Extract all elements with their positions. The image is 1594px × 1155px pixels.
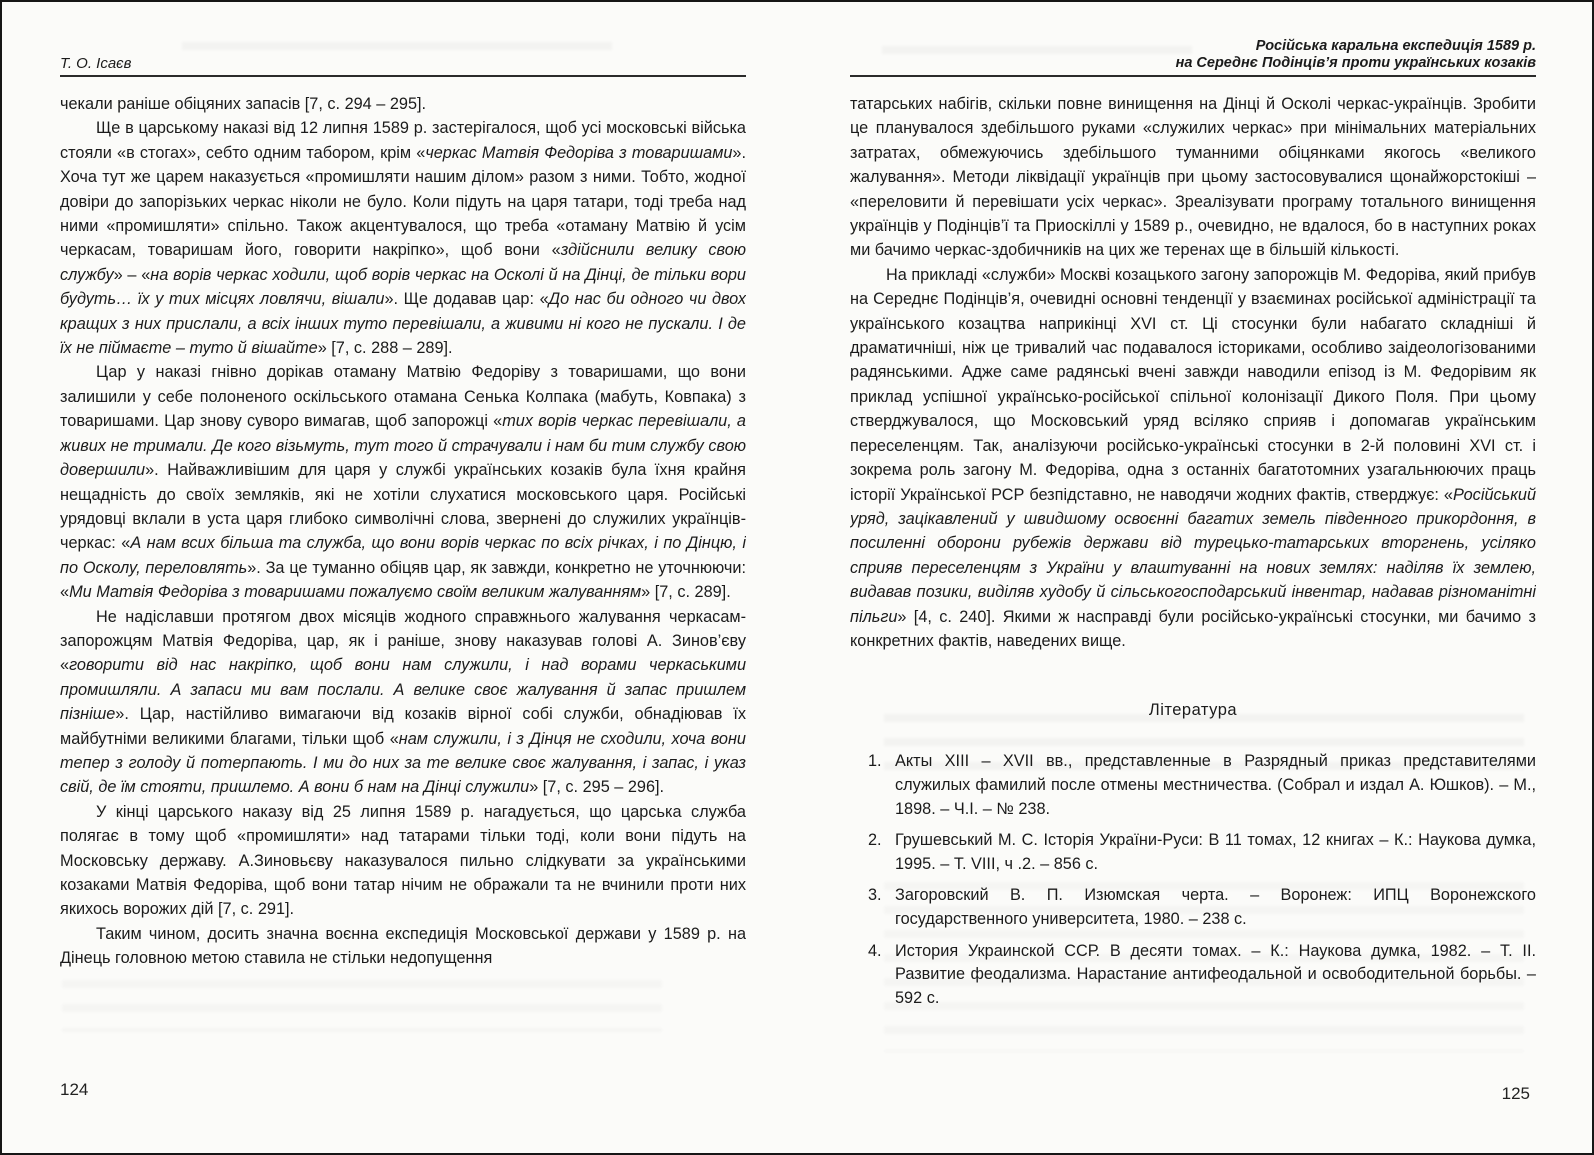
body-text: Не надіславши протягом двох місяців жодного справжнього жалування черкасам-запорожцям Матвія Федоріва, цар, як і раніше, знову наказував голові А. Зинов’єву « <box>60 607 746 675</box>
reference-item <box>868 750 1536 821</box>
paragraph <box>60 92 746 116</box>
literature-heading: Література <box>1148 701 1238 720</box>
body-text: На прикладі «служби» Москві козацького загону запорожців М. Федоріва, який прибув на Середнє Подінців’я, очевидні основні тенденції у взаєминах російської адміністрації та українського козацтва наприкінці XVI ст. Ці стосунки були набагато складніші й драматичніші, ніж це тривалий час подавалося істориками, особливо заідеологізованими радянськими. Адже саме радянські вчені завжди наводили епізод із М. Федорівим як приклад успішної українсько-російської спільної колонізації Дикого Поля. При цьому стверджувалося, що Московський уряд всіляко сприяв і допомагав українським переселенцям. Так, аналізуючи російсько-українські стосунки в 2-й половині XVI ст. і зокрема роль загону М. Федоріва, одна з останніх багатотомних узагальнюючих праць історії Української РСР безпідставно, не наводячи жодних фактів, стверджує: « <box>850 265 1536 504</box>
running-head-right <box>850 38 1536 77</box>
reference-item <box>868 884 1536 931</box>
body-text: Ще в царському наказі від 12 липня 1589 р. застерігалося, щоб усі московські війська стояли «в стогах», себто одним табором, крім « <box>60 119 746 162</box>
paragraph <box>60 116 746 360</box>
body-text: ». Цар, настійливо вимагаючи від козаків вірної собі служби, обнадіював їх майбутніми великими благами, тільки щоб « <box>60 705 746 748</box>
quoted-text: Російський уряд, зацікавлений у швидшому освоєнні багатих земель південного прикордоння, в посиленні оборони рубежів держави від турецько-татарських вторгнень, усіляко сприяв переселенцям з України у влаштуванні на нових землях: наділяв їх землею, видавав позики, виділяв худобу й сільськогосподарський інвентар, надавав різноманітні пільги <box>850 485 1536 626</box>
body-text: ». Найважливішим для царя у службі українських козаків була їхня крайня нещадність до своїх земляків, які не хотіли слухатися московського царя. Російські урядовці вклали в уста царя глибоко символічні слова, звернені до служилих українців-черкас: « <box>60 461 746 553</box>
body-text: ». Хоча тут же царем наказується «промишляти нашим ділом» разом з ними. Тобто, жодної довіри до запорізьких черкас ніколи не було. Коли підуть на царя татари, тоді треба над ними «промишляти» спільно. Також акцентувалося, що треба «отаману Матвію й усім черкасам, товаришам його, говорити накріпко», щоб вони « <box>60 143 746 260</box>
reference-text: История Украинской ССР. В десяти томах. – К.: Наукова думка, 1982. – Т. ІІ. Развитие феодализма. Нарастание антифеодальной и освободительной борьбы. – 592 с. <box>895 941 1536 1007</box>
quoted-text: Ми Матвія Федоріва з товаришами пожалуємо своїм великим жалуванням <box>69 583 642 602</box>
page-left <box>60 38 746 1068</box>
quoted-text: тих ворів черкас перевішали, а живих не тримали. Де кого візьмуть, тут того й страчували і нам би тим службу свою довершили <box>60 412 746 480</box>
quoted-text: на ворів черкас ходили, щоб ворів черкас на Осколі й на Дінці, де тільки вори будуть… їх у тих місцях ловлячи, вішали <box>60 265 746 309</box>
body-text: » [7, с. 295 – 296]. <box>529 778 665 797</box>
quoted-text: нам служили, і з Дінця не сходили, хоча вони тепер з голоду й потерпають. І ми до них за те велике своє жалування, і запас, і указ свій, де їм стояти, пришлемо. А вони б нам на Дінці служили <box>60 729 746 797</box>
paragraph <box>60 922 746 971</box>
page-body-right <box>850 92 1536 653</box>
quoted-text: черкас Матвія Федоріва з товаришами <box>425 143 733 162</box>
quoted-text: здійснили велику свою службу <box>60 241 746 284</box>
reference-text: Грушевський М. С. Історія України-Руси: В 11 томах, 12 книгах – К.: Наукова думка, 1995. – Т. VIII, ч .2. – 856 с. <box>895 831 1536 873</box>
quoted-text: говорити від нас накріпко, щоб вони нам служили, і над ворами черкаськими промишляли. А запаси ми вам послали. А велике своє жалування й запас пришлем пізніше <box>60 656 746 724</box>
quoted-text: До нас би одного чи двох кращих з них прислали, а всіх інших туто перевішали, а живими ні кого не пускали. І де їх не піймаєте – туто й вішайте <box>60 290 746 358</box>
paragraph <box>60 800 746 922</box>
running-head-title-line1: Російська каральна експедиція 1589 р. <box>1255 38 1536 54</box>
body-text: татарських набігів, скільки повне винищення на Дінці й Осколі черкас-українців. Зробити це планувалося здебільшого руками «служилих черкас» при мінімальних матеріальних затратах, обмежуючись здебільшого туманними обіцянками якогось «великого жалування». Методи ліквідації українців при цьому застосовувалися щонайжорстокіші – «переловити й перевішати усіх черкас». Зреалізувати програму тотального винищення українців у Подінців’ї та Приоскіллі у 1589 р., очевидно, не вдалося, бо в наступних роках ми бачимо черкас-здобичників на цих же теренах ще в більшій кількості. <box>850 95 1536 260</box>
reference-number: 1. <box>868 752 882 771</box>
reference-list <box>850 750 1536 1010</box>
reference-item <box>868 829 1536 876</box>
paragraph <box>850 263 1536 654</box>
running-head-author: Т. О. Ісаєв <box>60 55 132 72</box>
body-text: » [7, с. 288 – 289]. <box>317 339 453 358</box>
reference-text: Акты XIII – XVII вв., представленные в Разрядный приказ представителями служилых фамилий после отмены местничества. (Собрал и издал А. Юшков). – М., 1898. – Ч.І. – № 238. <box>895 752 1536 818</box>
reference-text: Загоровский В. П. Изюмская черта. – Воронеж: ИПЦ Воронежского государственного университета, 1980. – 238 с. <box>895 886 1536 928</box>
reference-number: 2. <box>868 831 882 850</box>
body-text: чекали раніше обіцяних запасів [7, с. 294 – 295]. <box>60 95 427 113</box>
page-right <box>850 38 1536 1068</box>
running-head-title-line2: на Середнє Подінців’я проти українських козаків <box>1175 55 1536 71</box>
reference-number: 4. <box>868 941 882 960</box>
body-text: » [7, с. 289]. <box>641 583 731 602</box>
body-text: ». Ще додавав цар: « <box>384 290 549 309</box>
body-text: ». За це туманно обіцяв цар, як завжди, конкретно не уточнюючи: « <box>60 558 746 602</box>
quoted-text: А нам всих більша та служба, що вони ворів черкас по всіх річках, і по Дінцю, і по Осколу, переловлять <box>60 534 746 577</box>
page-number-left: 124 <box>60 1080 89 1099</box>
page-spread <box>2 2 1592 1068</box>
body-text: Таким чином, досить значна воєнна експедиція Московської держави у 1589 р. на Дінець головною метою ставила не стільки недопущення <box>60 924 746 968</box>
paragraph <box>850 92 1536 263</box>
running-head-title <box>1176 38 1536 72</box>
body-text: » – « <box>113 265 151 284</box>
paragraph <box>60 605 746 800</box>
paragraph <box>60 360 746 604</box>
body-text: У кінці царського наказу від 25 липня 1589 р. нагадується, що царська служба полягає в тому щоб «промишляти» над татарами тільки тоді, коли вони підуть на Московську державу. А.Зиновьєву наказувалося пильно слідкувати за українськими козаками Матвія Федоріва, щоб вони татар нічим не ображали та не вчинили проти них якихось ворожих дій [7, с. 291]. <box>60 802 746 919</box>
reference-item <box>868 940 1536 1011</box>
running-head-left <box>60 38 746 77</box>
body-text: » [4, с. 240]. Якими ж насправді були російсько-українські стосунки, ми бачимо з конкретних фактів, наведених вище. <box>850 607 1536 650</box>
body-text: Цар у наказі гнівно дорікав отаману Матвію Федоріву з товаришами, що вони залишили у себе полоненого оскільського отамана Сенька Колпака (мабуть, Ковпака) з товаришами. Цар знову суворо вимагав, щоб запорожці « <box>60 363 746 431</box>
reference-number: 3. <box>868 886 882 905</box>
page-number-right: 125 <box>1501 1084 1530 1103</box>
page-body-left <box>60 92 746 971</box>
